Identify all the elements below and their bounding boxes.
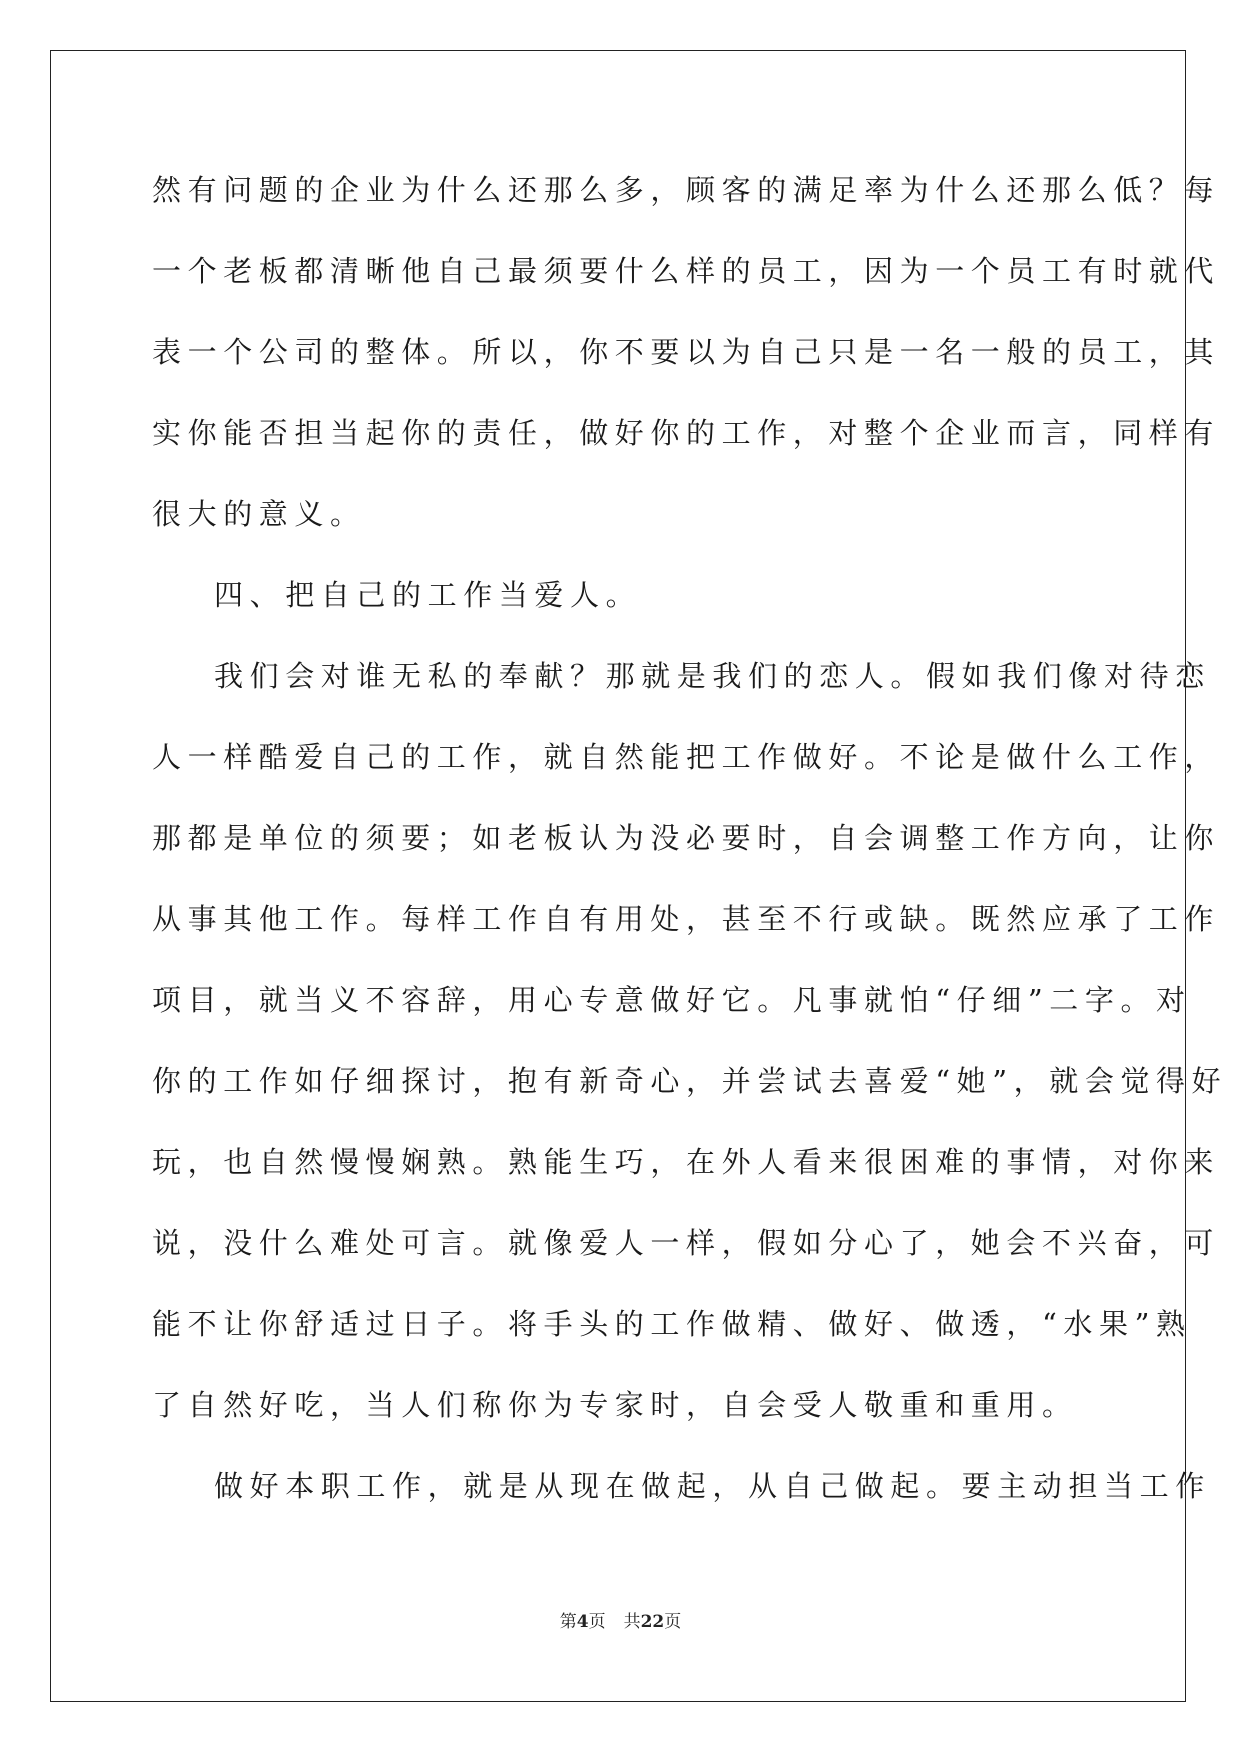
paragraph-line: 然有问题的企业为什么还那么多，顾客的满足率为什么还那么低？每 bbox=[152, 173, 1221, 207]
paragraph-line: 玩，也自然慢慢娴熟。熟能生巧，在外人看来很困难的事情，对你来 bbox=[152, 1145, 1221, 1179]
paragraph-line: 人一样酷爱自己的工作，就自然能把工作做好。不论是做什么工作， bbox=[152, 740, 1221, 774]
total-pages: 22 bbox=[640, 1612, 665, 1632]
page-label-suffix: 页 bbox=[588, 1612, 606, 1632]
total-label-suffix: 页 bbox=[664, 1612, 682, 1632]
paragraph-line: 说，没什么难处可言。就像爱人一样，假如分心了，她会不兴奋，可 bbox=[152, 1226, 1221, 1260]
paragraph-line: 项目，就当义不容辞，用心专意做好它。凡事就怕“仔细”二字。对 bbox=[152, 983, 1192, 1017]
paragraph-line: 能不让你舒适过日子。将手头的工作做精、做好、做透，“水果”熟 bbox=[152, 1307, 1192, 1341]
page-label-prefix: 第 bbox=[559, 1612, 577, 1632]
paragraph-line: 我们会对谁无私的奉献？那就是我们的恋人。假如我们像对待恋 bbox=[214, 659, 1211, 693]
page-footer bbox=[0, 1607, 1241, 1632]
document-body bbox=[152, 150, 1228, 1527]
paragraph-line: 一个老板都清晰他自己最须要什么样的员工，因为一个员工有时就代 bbox=[152, 254, 1221, 288]
paragraph-line: 那都是单位的须要；如老板认为没必要时，自会调整工作方向，让你 bbox=[152, 821, 1221, 855]
section-heading: 四、把自己的工作当爱人。 bbox=[214, 578, 642, 612]
paragraph-line: 从事其他工作。每样工作自有用处，甚至不行或缺。既然应承了工作 bbox=[152, 902, 1221, 936]
page-number: 4 bbox=[576, 1612, 589, 1632]
total-label-prefix: 共 bbox=[623, 1612, 641, 1632]
paragraph-line: 很大的意义。 bbox=[152, 497, 366, 531]
paragraph-line: 了自然好吃，当人们称你为专家时，自会受人敬重和重用。 bbox=[152, 1388, 1078, 1422]
paragraph-line: 你的工作如仔细探讨，抱有新奇心，并尝试去喜爱“她”，就会觉得好 bbox=[152, 1064, 1228, 1098]
paragraph-line: 表一个公司的整体。所以，你不要以为自己只是一名一般的员工，其 bbox=[152, 335, 1221, 369]
paragraph-line: 做好本职工作，就是从现在做起，从自己做起。要主动担当工作 bbox=[214, 1469, 1211, 1503]
paragraph-line: 实你能否担当起你的责任，做好你的工作，对整个企业而言，同样有 bbox=[152, 416, 1221, 450]
